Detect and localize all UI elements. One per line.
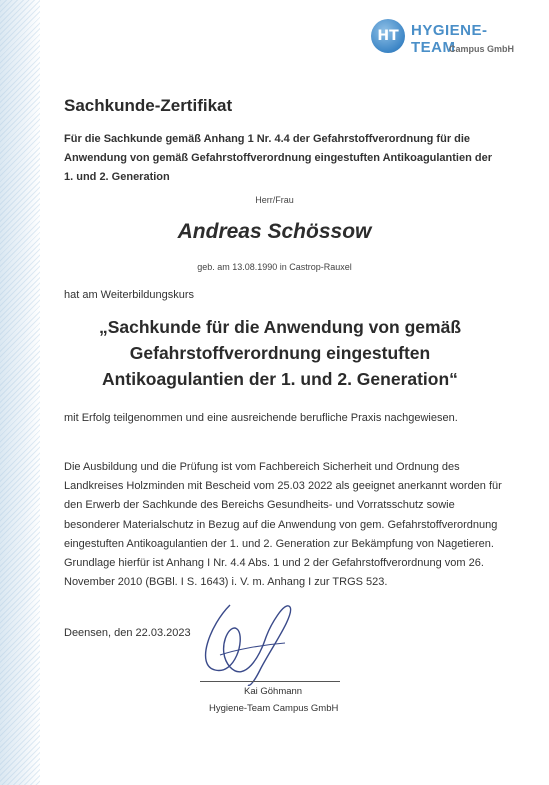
place-date: Deensen, den 22.03.2023 [64, 627, 191, 639]
logo-mark: HT [371, 19, 405, 53]
logo-subtitle: Campus GmbH [449, 44, 515, 54]
certificate-intro: Für die Sachkunde gemäß Anhang 1 Nr. 4.4 der Gefahrstoffverordnung für die Anwendung von gemäß Gefahrstoffverordnung eingestuften Antikoagulantien der 1. und 2. Generation [64, 133, 493, 183]
signer-company: Hygiene-Team Campus GmbH [209, 703, 339, 714]
company-logo [371, 14, 531, 62]
birth-info: geb. am 13.08.1990 in Castrop-Rauxel [197, 262, 352, 272]
success-statement: mit Erfolg teilgenommen und eine ausreichende berufliche Praxis nachgewiesen. [64, 412, 458, 424]
recipient-name: Andreas Schössow [177, 220, 372, 243]
signature-line [200, 681, 340, 682]
salutation: Herr/Frau [255, 195, 294, 205]
certificate-title: Sachkunde-Zertifikat [64, 96, 233, 115]
logo-name: HYGIENE-TEAM [411, 22, 488, 56]
handwritten-signature [190, 595, 300, 690]
course-title: „Sachkunde für die Anwendung von gemäß Gefahrstoffverordnung eingestuften Antikoagulantien der 1. und 2. Generation“ [98, 317, 462, 389]
signer-name: Kai Göhmann [244, 686, 303, 697]
decorative-side-pattern [0, 0, 40, 785]
recognition-paragraph: Die Ausbildung und die Prüfung ist vom Fachbereich Sicherheit und Ordnung des Landkreises Holzminden mit Bescheid vom 25.03 2022 als geeignet anerkannt worden für den Erwerb der Sachkunde des Bereichs Gesundheits- und Vorratsschutz sowie besonderer Materialschutz in Bezug auf die Anwendung von gem. Gefahrstoffverordnung eingestuften Antikoagulantien der 1. und 2. Generation zur Bekämpfung von Nagetieren. Grundlage hierfür ist Anhang I Nr. 4.4 Abs. 1 und 2 der Gefahrstoffverordnung vom 26. November 2010 (BGBl. I S. 1643) i. V. m. Anhang I zur TRGS 523. [64, 461, 502, 589]
course-intro: hat am Weiterbildungskurs [64, 289, 195, 301]
